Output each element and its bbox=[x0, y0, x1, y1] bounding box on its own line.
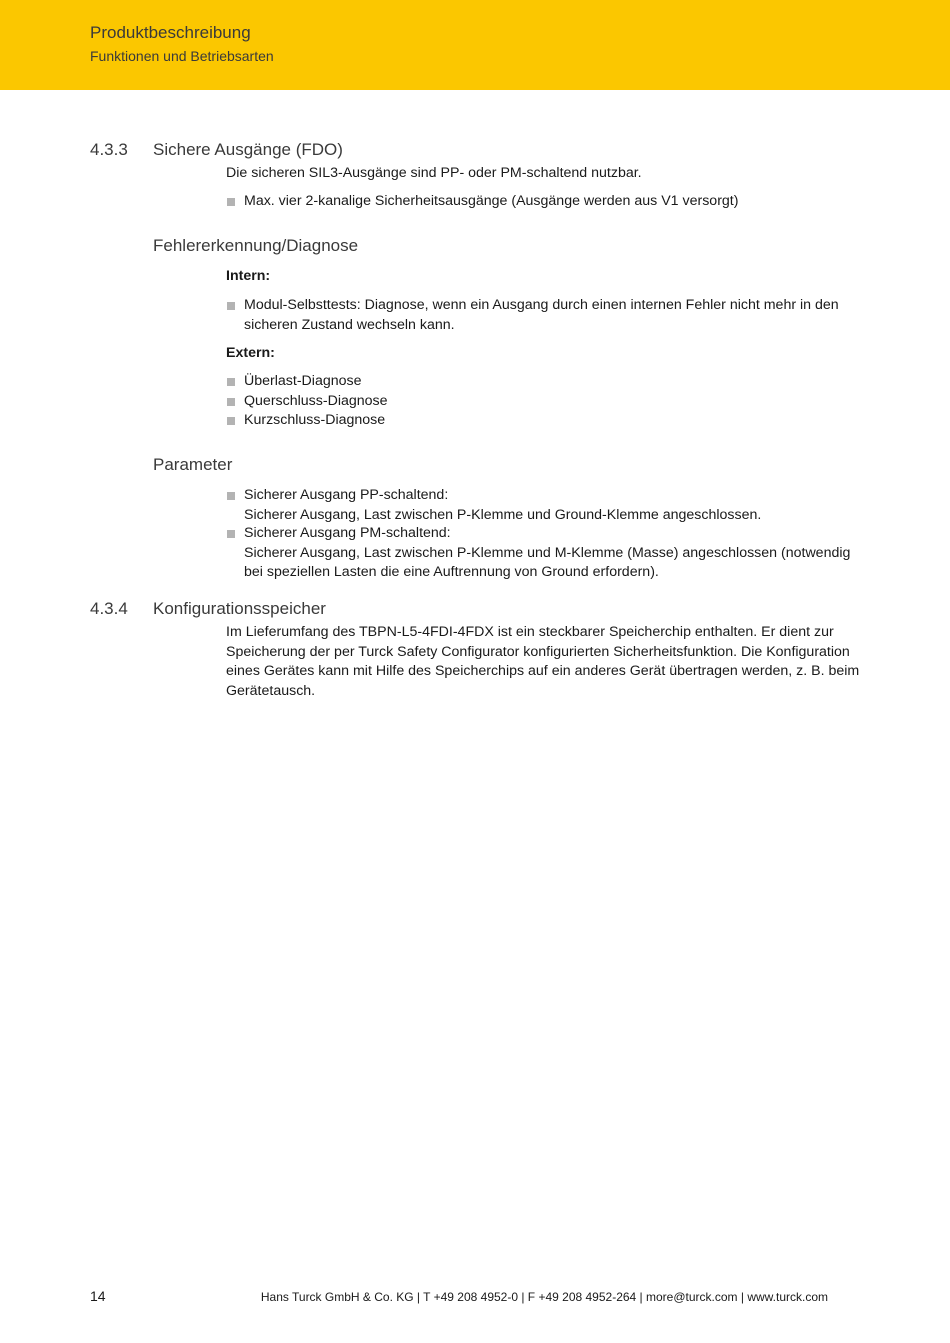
page-number: 14 bbox=[90, 1288, 106, 1304]
list-item bbox=[226, 372, 866, 392]
bullet-square-icon bbox=[227, 417, 235, 425]
list-item-text: Querschluss-Diagnose bbox=[244, 393, 388, 409]
section-title-434: Konfigurationsspeicher bbox=[153, 599, 326, 618]
list-item bbox=[226, 411, 866, 431]
section-434-text: Im Lieferumfang des TBPN-L5-4FDI-4FDX ist ein steckbarer Speicherchip enthalten. Er dient zur Speicherung der per Turck Safety Configurator konfigurierten Sicherheitsfunktion. Die Konfiguration eines Gerätes kann mit Hilfe des Speicherchips auf ein anderes Gerät übertragen werden, z. B. beim Gerätetausch. bbox=[226, 624, 860, 699]
bullet-square-icon bbox=[227, 398, 235, 406]
bullet-square-icon bbox=[227, 492, 235, 500]
bullet-square-icon bbox=[227, 302, 235, 310]
list-item-text: Kurzschluss-Diagnose bbox=[244, 412, 386, 428]
list-item bbox=[226, 296, 866, 335]
extern-label: Extern: bbox=[226, 345, 275, 361]
list-item bbox=[226, 392, 866, 412]
list-item-text: Sicherer Ausgang, Last zwischen P-Klemme und Ground-Klemme angeschlossen. bbox=[244, 506, 762, 523]
header-title: Produktbeschreibung bbox=[90, 23, 251, 42]
parameter-title: Parameter bbox=[153, 455, 233, 474]
list-item-head: Sicherer Ausgang PM-schaltend: bbox=[244, 525, 451, 541]
bullet-square-icon bbox=[227, 378, 235, 386]
header-subtitle: Funktionen und Betriebsarten bbox=[90, 48, 274, 64]
list-item bbox=[226, 486, 866, 525]
list-item bbox=[226, 192, 866, 212]
list-item-text: Modul-Selbsttests: Diagnose, wenn ein Ausgang durch einen internen Fehler nicht mehr in den sicheren Zustand wechseln kann. bbox=[244, 297, 839, 333]
bullet-square-icon bbox=[227, 530, 235, 538]
footer-contact: Hans Turck GmbH & Co. KG | T +49 208 4952-0 | F +49 208 4952-264 | more@turck.com | www.turck.com bbox=[260, 1290, 828, 1304]
list-item-text: Sicherer Ausgang, Last zwischen P-Klemme und M-Klemme (Masse) angeschlossen (notwendig bei speziellen Lasten die eine Auftrennung von Ground erfordern). bbox=[244, 544, 851, 580]
section-number-433: 4.3.3 bbox=[90, 140, 128, 159]
section-title-433: Sichere Ausgänge (FDO) bbox=[153, 140, 343, 159]
section-number-434: 4.3.4 bbox=[90, 599, 128, 618]
bullet-square-icon bbox=[227, 198, 235, 206]
intern-label: Intern: bbox=[226, 268, 271, 284]
page-header bbox=[0, 0, 950, 90]
list-item bbox=[226, 524, 866, 583]
list-item-text: Max. vier 2-kanalige Sicherheitsausgänge (Ausgänge werden aus V1 versorgt) bbox=[244, 193, 739, 209]
section-433-intro: Die sicheren SIL3-Ausgänge sind PP- oder PM-schaltend nutzbar. bbox=[226, 165, 642, 181]
diagnosis-title: Fehlererkennung/Diagnose bbox=[153, 236, 359, 255]
list-item-head: Sicherer Ausgang PP-schaltend: bbox=[244, 487, 449, 503]
list-item-text: Überlast-Diagnose bbox=[244, 373, 362, 389]
